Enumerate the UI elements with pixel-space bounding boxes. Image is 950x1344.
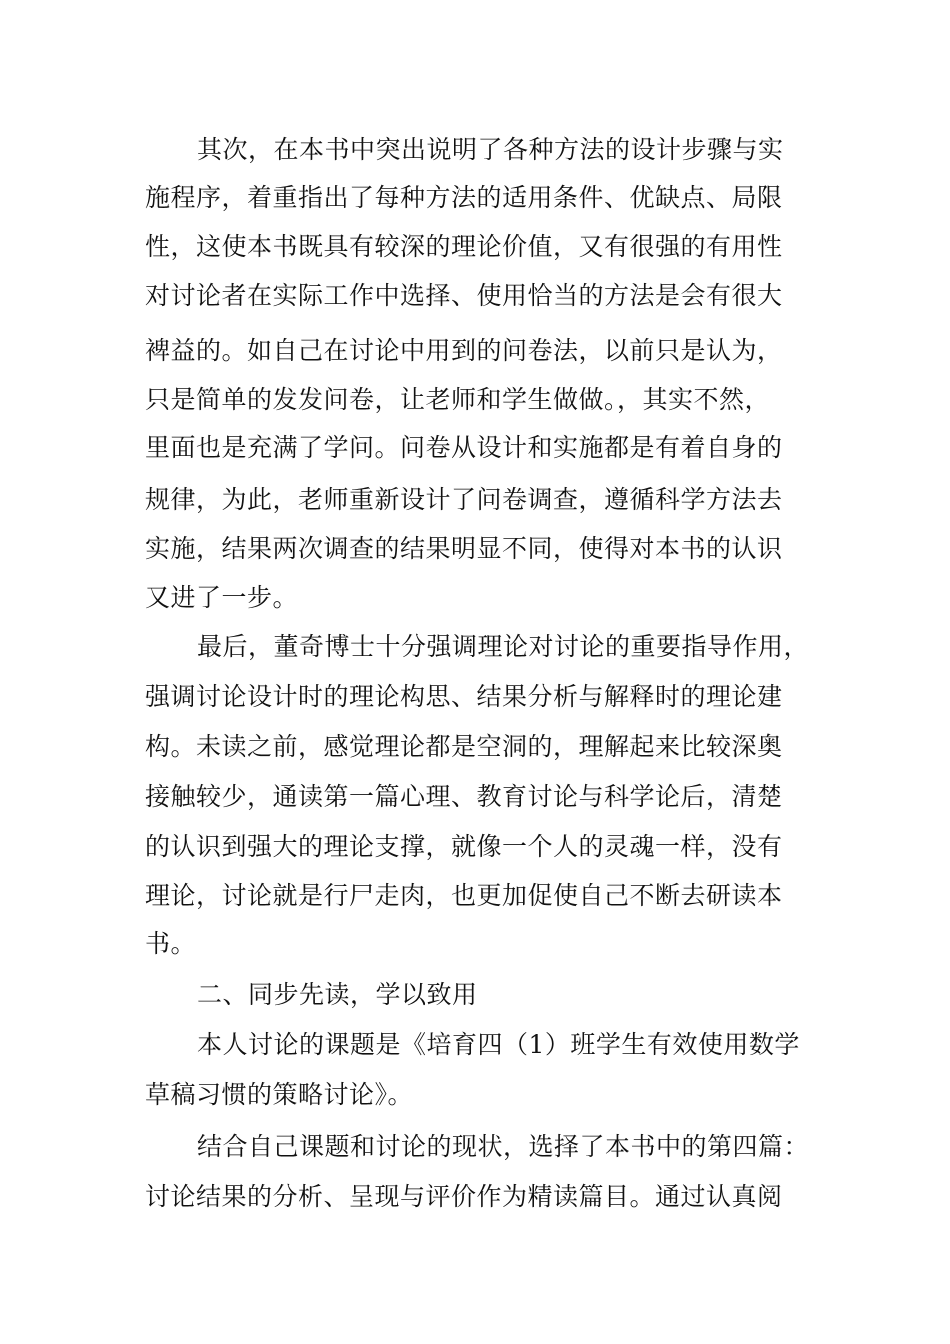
text-line: 理论，讨论就是行尸走肉，也更加促使自己不断去研读本: [145, 881, 783, 910]
section-heading: 二、同步先读，学以致用: [197, 980, 478, 1009]
text-line: 只是简单的发发问卷，让老师和学生做做。，其实不然，: [145, 385, 771, 414]
text-line: 其次，在本书中突出说明了各种方法的设计步骤与实: [197, 135, 784, 164]
text-line: 讨论结果的分析、呈现与评价作为精读篇目。通过认真阅: [145, 1182, 783, 1211]
text-line: 的认识到强大的理论支撑，就像一个人的灵魂一样，没有: [145, 832, 783, 861]
text-line: 草稿习惯的策略讨论》。: [145, 1080, 414, 1109]
text-line: 本人讨论的课题是《培育四（1）班学生有效使用数学: [197, 1030, 800, 1059]
text-line: 施程序，着重指出了每种方法的适用条件、优缺点、局限: [145, 183, 783, 212]
text-line: 实施，结果两次调查的结果明显不同，使得对本书的认识: [145, 534, 783, 563]
text-line: 里面也是充满了学问。问卷从设计和实施都是有着自身的: [145, 433, 783, 462]
text-line: 结合自己课题和讨论的现状，选择了本书中的第四篇：: [197, 1132, 810, 1161]
text-line: 构。未读之前，感觉理论都是空洞的，理解起来比较深奥: [145, 732, 783, 761]
text-line: 性，这使本书既具有较深的理论价值，又有很强的有用性: [145, 232, 783, 261]
text-line: 对讨论者在实际工作中选择、使用恰当的方法是会有很大: [145, 281, 783, 310]
text-line: 规律，为此，老师重新设计了问卷调查，遵循科学方法去: [145, 485, 783, 514]
text-line: 裨益的。如自己在讨论中用到的问卷法，以前只是认为，: [145, 336, 783, 365]
text-line: 最后，董奇博士十分强调理论对讨论的重要指导作用，: [197, 632, 810, 661]
text-line: 接触较少，通读第一篇心理、教育讨论与科学论后，清楚: [145, 782, 783, 811]
text-line: 书。: [145, 929, 197, 958]
text-line: 又进了一步。: [145, 583, 299, 612]
text-line: 强调讨论设计时的理论构思、结果分析与解释时的理论建: [145, 682, 783, 711]
